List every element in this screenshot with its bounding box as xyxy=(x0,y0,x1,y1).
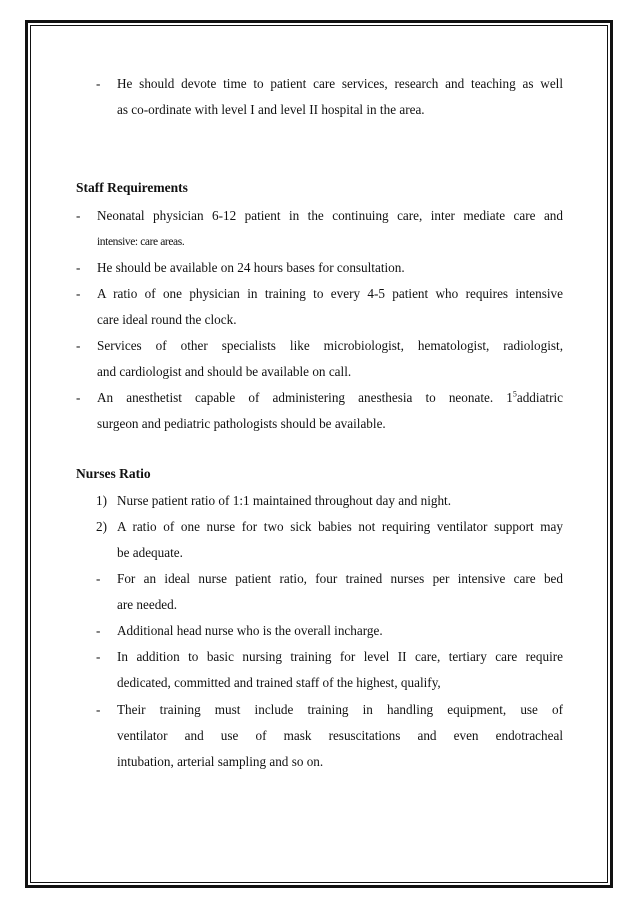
list-marker: 2) xyxy=(96,519,107,534)
list-item-text: intubation, arterial sampling and so on. xyxy=(117,754,324,769)
list-item-text: A ratio of one nurse for two sick babies not requiring ventilator support may xyxy=(117,519,563,534)
list-item-text: Additional head nurse who is the overall incharge. xyxy=(117,623,383,638)
list-item-text: For an ideal nurse patient ratio, four trained nurses per intensive care bed xyxy=(117,571,563,586)
list-item-text: A ratio of one physician in training to every 4-5 patient who requires intensive xyxy=(97,286,563,301)
list-item-text: intensive: care areas. xyxy=(97,236,185,248)
list-marker: - xyxy=(76,338,81,353)
list-item-text: surgeon and pediatric pathologists should be available. xyxy=(97,416,386,431)
list-marker: - xyxy=(76,260,81,275)
list-item-text: be adequate. xyxy=(117,545,183,560)
list-item-text: Their training must include training in handling equipment, use of xyxy=(117,702,563,717)
list-item-text: and cardiologist and should be available on call. xyxy=(97,364,352,379)
list-item-text: He should be available on 24 hours bases for consultation. xyxy=(97,260,405,275)
section-heading-nurses: Nurses Ratio xyxy=(76,466,151,481)
list-marker: - xyxy=(76,208,81,223)
list-item-text: Nurse patient ratio of 1:1 maintained throughout day and night. xyxy=(117,493,452,508)
list-item-text: are needed. xyxy=(117,597,178,612)
list-marker: - xyxy=(96,571,101,586)
list-item-text: He should devote time to patient care services, research and teaching as well xyxy=(117,76,563,91)
list-item-text: An anesthetist capable of administering anesthesia to neonate. $1^5addiatric$ xyxy=(97,389,563,405)
list-item-text: In addition to basic nursing training for level II care, tertiary care require xyxy=(117,649,563,664)
list-marker: - xyxy=(96,649,101,664)
list-item-text: care ideal round the clock. xyxy=(97,312,237,327)
list-marker: - xyxy=(96,623,101,638)
section-heading-staff: Staff Requirements xyxy=(76,180,188,195)
list-marker: - xyxy=(76,286,81,301)
list-marker: - xyxy=(96,76,101,91)
list-item-text: as co-ordinate with level I and level II hospital in the area. xyxy=(117,102,425,117)
list-marker: - xyxy=(96,702,101,717)
list-marker: - xyxy=(76,390,81,405)
list-item-text: dedicated, committed and trained staff of the highest, qualify, xyxy=(117,675,441,690)
list-item-text: ventilator and use of mask resuscitations and even endotracheal xyxy=(117,728,563,743)
list-item-text: Neonatal physician 6-12 patient in the continuing care, inter mediate care and xyxy=(97,208,563,223)
list-marker: 1) xyxy=(96,493,107,508)
list-item-text: Services of other specialists like microbiologist, hematologist, radiologist, xyxy=(97,338,563,353)
